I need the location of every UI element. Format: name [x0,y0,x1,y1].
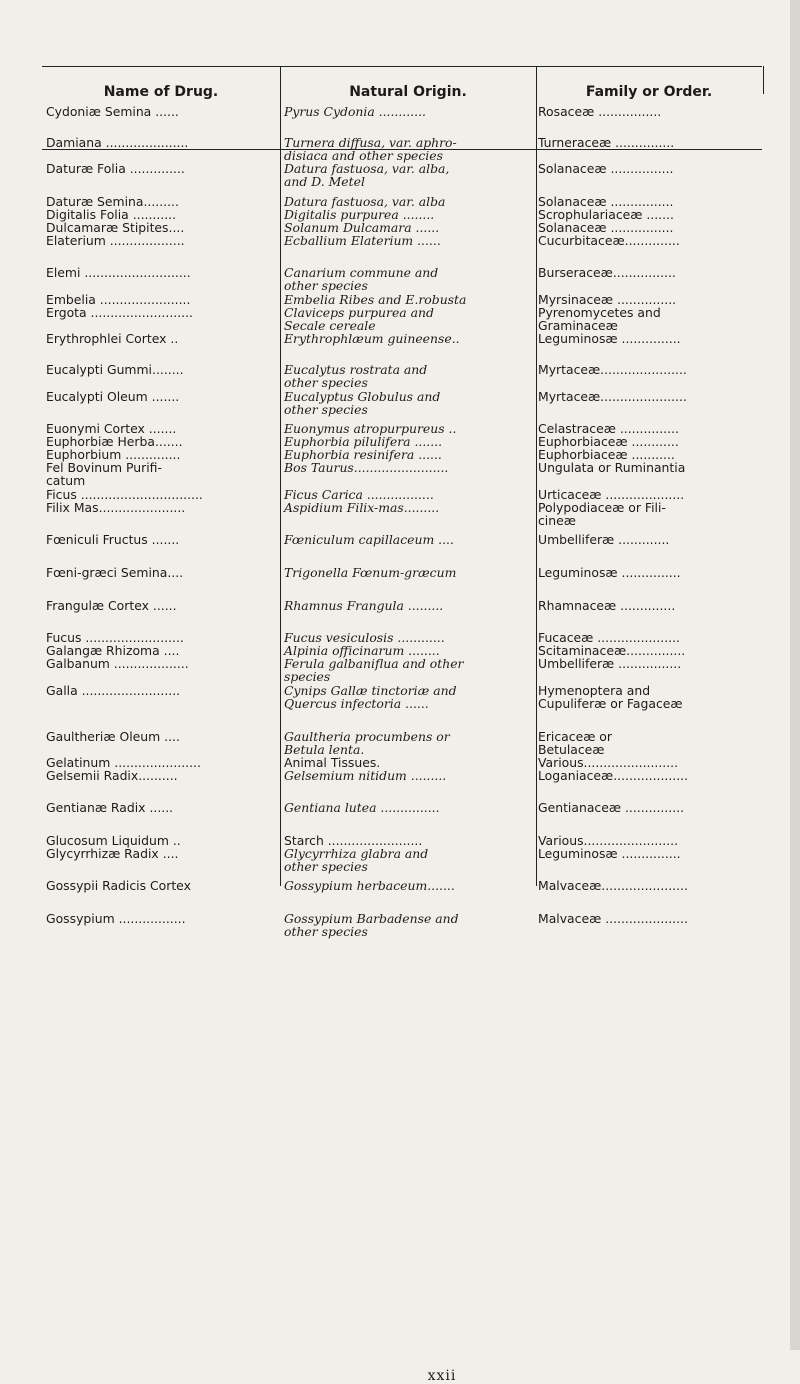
family-order-line: Polypodiaceæ or Fili- [538,500,666,515]
natural-origin [284,390,532,416]
natural-origin-line: Bos Taurus........................ [284,460,449,475]
family-order [538,461,758,474]
drug-name-line: Fœniculi Fructus ....... [46,532,180,547]
natural-origin-line: Embelia Ribes and E.robusta [284,292,467,307]
natural-origin-line: Eucalyptus Globulus and [284,389,441,404]
family-order-line: Various........................ [538,755,679,770]
column-divider-1 [280,66,281,886]
family-order [538,599,758,612]
page-edge [790,0,800,1350]
family-order-line: Euphorbiaceæ ............ [538,434,679,449]
family-order-line: Malvaceæ ..................... [538,911,688,926]
family-order-line: Myrtaceæ...................... [538,362,687,377]
drug-name [46,136,268,149]
family-order [538,657,758,670]
family-order-line: Leguminosæ ............... [538,331,681,346]
family-order-line: Solanaceæ ................ [538,161,674,176]
natural-origin-line: Gelsemium nitidum ......... [284,768,447,783]
family-order-line: Scrophulariaceæ ....... [538,207,674,222]
drug-name-line: Gelsemii Radix.......... [46,768,178,783]
family-order-line: Rhamnaceæ .............. [538,598,676,613]
natural-origin [284,657,532,683]
drug-name [46,879,268,892]
family-order-line: cineæ [538,513,576,528]
drug-name [46,599,268,612]
natural-origin-line: Ferula galbaniflua and other [284,656,464,671]
family-order [538,684,758,710]
drug-name-line: Gelatinum ...................... [46,755,201,770]
natural-origin-line: Rhamnus Frangula ......... [284,598,444,613]
drug-name-line: Gentianæ Radix ...... [46,800,174,815]
drug-name [46,390,268,403]
family-order-line: Cucurbitaceæ.............. [538,233,680,248]
natural-origin-line: other species [284,859,368,874]
drug-name-line: Gossypium ................. [46,911,186,926]
drug-name [46,730,268,743]
natural-origin [284,599,532,612]
natural-origin [284,879,532,892]
family-order-line: Solanaceæ ................ [538,194,674,209]
natural-origin [284,266,532,292]
natural-origin [284,684,532,710]
drug-name-line: Elaterium ................... [46,233,185,248]
family-order-line: Scitaminaceæ............... [538,643,686,658]
natural-origin-line: Cynips Gallæ tinctoriæ and [284,683,457,698]
natural-origin-line: Ecballium Elaterium ...... [284,233,441,248]
family-order [538,730,758,756]
family-order [538,162,758,175]
natural-origin-line: Datura fastuosa, var. alba, [284,161,450,176]
family-order [538,879,758,892]
drug-name-line: Galangæ Rhizoma .... [46,643,180,658]
header-origin: Natural Origin. [349,84,467,100]
drug-name-line: Ergota .......................... [46,305,193,320]
drug-name-line: Embelia ....................... [46,292,191,307]
natural-origin-line: Betula lenta. [284,742,365,757]
drug-name-line: Dulcamaræ Stipites.... [46,220,185,235]
natural-origin-line: Euonymus atropurpureus .. [284,421,457,436]
drug-name [46,266,268,279]
drug-name-line: Galbanum ................... [46,656,189,671]
drug-name-line: Damiana ..................... [46,135,189,150]
natural-origin-line: Fœniculum capillaceum .... [284,532,454,547]
drug-name [46,801,268,814]
drug-name [46,847,268,860]
drug-name [46,363,268,376]
natural-origin-line: disiaca and other species [284,148,443,163]
natural-origin-line: Gossypium Barbadense and [284,911,459,926]
family-order [538,306,758,332]
family-order [538,105,758,118]
natural-origin [284,162,532,188]
natural-origin [284,533,532,546]
natural-origin-line: Quercus infectoria ...... [284,696,429,711]
natural-origin-line: other species [284,278,368,293]
family-order [538,136,758,149]
table-top-rule [42,66,762,67]
family-order [538,234,758,247]
family-order [538,332,758,345]
family-order [538,847,758,860]
family-order-line: Solanaceæ ................ [538,220,674,235]
drug-table [42,66,762,1384]
drug-name-line: Frangulæ Cortex ...... [46,598,177,613]
family-order [538,912,758,925]
family-order-line: Leguminosæ ............... [538,565,681,580]
natural-origin-line: Claviceps purpurea and [284,305,434,320]
drug-name-line: Fel Bovinum Purifi- [46,460,162,475]
natural-origin-line: Animal Tissues. [284,755,381,770]
natural-origin-line: Trigonella Fœnum-græcum [284,565,457,580]
natural-origin-line: Erythrophlæum guineense.. [284,331,460,346]
natural-origin [284,306,532,332]
drug-name-line: Filix Mas...................... [46,500,186,515]
natural-origin-line: Gossypium herbaceum....... [284,878,455,893]
drug-name [46,769,268,782]
natural-origin [284,501,532,514]
drug-name-line: Euphorbium .............. [46,447,181,462]
family-order-line: Umbelliferæ ................ [538,656,682,671]
family-order-line: Myrtaceæ...................... [538,389,687,404]
natural-origin [284,105,532,118]
family-order-line: Betulaceæ [538,742,605,757]
family-order-line: Ungulata or Ruminantia [538,460,686,475]
family-order [538,769,758,782]
drug-name-line: Digitalis Folia ........... [46,207,177,222]
family-order-line: Cupuliferæ or Fagaceæ [538,696,683,711]
drug-name-line: Ficus ............................... [46,487,203,502]
header-name: Name of Drug. [103,84,219,100]
family-order-line: Pyrenomycetes and [538,305,661,320]
natural-origin-line: Turnera diffusa, var. aphro- [284,135,457,150]
natural-origin [284,912,532,938]
family-order [538,566,758,579]
family-order-line: Turneraceæ ............... [538,135,675,150]
natural-origin-line: Alpinia officinarum ........ [284,643,440,658]
natural-origin-line: Digitalis purpurea ........ [284,207,435,222]
family-order [538,801,758,814]
column-divider-2 [536,66,537,886]
family-order-line: Malvaceæ...................... [538,878,688,893]
natural-origin-line: and D. Metel [284,174,365,189]
natural-origin-line: other species [284,402,368,417]
family-order [538,533,758,546]
natural-origin-line: Datura fastuosa, var. alba [284,194,446,209]
drug-name [46,332,268,345]
drug-name-line: Euphorbiæ Herba....... [46,434,183,449]
natural-origin [284,847,532,873]
drug-name [46,461,268,487]
family-order-line: Fucaceæ ..................... [538,630,680,645]
natural-origin-line: other species [284,375,368,390]
drug-name-line: Cydoniæ Semina ...... [46,104,179,119]
family-order-line: Euphorbiaceæ ........... [538,447,675,462]
header-family: Family or Order. [585,84,713,100]
drug-name-line: Elemi ........................... [46,265,191,280]
family-order [538,501,758,527]
drug-name-line: Fœni-græci Semina.... [46,565,184,580]
natural-origin-line: Aspidium Filix-mas......... [284,500,440,515]
family-order-line: Urticaceæ .................... [538,487,685,502]
family-order-line: Loganiaceæ................... [538,768,689,783]
drug-name-line: Daturæ Folia .............. [46,161,185,176]
family-order-line: Celastraceæ ............... [538,421,679,436]
natural-origin-line: Gaultheria procumbens or [284,729,450,744]
drug-name-line: Eucalypti Gummi........ [46,362,184,377]
drug-name-line: catum [46,473,86,488]
family-order-line: Myrsinaceæ ............... [538,292,677,307]
natural-origin-line: Euphorbia pilulifera ....... [284,434,443,449]
drug-name [46,533,268,546]
drug-name [46,912,268,925]
family-order-line: Ericaceæ or [538,729,612,744]
natural-origin-line: Starch ........................ [284,833,423,848]
drug-name [46,306,268,319]
family-order [538,390,758,403]
natural-origin [284,461,532,474]
drug-name [46,501,268,514]
drug-name-line: Gossypii Radicis Cortex [46,878,191,893]
natural-origin [284,801,532,814]
natural-origin-line: Gentiana lutea ............... [284,800,440,815]
natural-origin [284,332,532,345]
page-number: xxii [427,1368,457,1384]
family-order-line: Various........................ [538,833,679,848]
drug-name [46,566,268,579]
family-order-line: Graminaceæ [538,318,618,333]
drug-name [46,657,268,670]
family-order [538,266,758,279]
drug-name [46,162,268,175]
natural-origin [284,234,532,247]
drug-name-line: Erythrophlei Cortex .. [46,331,179,346]
natural-origin-line: Pyrus Cydonia ............ [284,104,426,119]
drug-name-line: Eucalypti Oleum ....... [46,389,180,404]
natural-origin [284,363,532,389]
drug-name [46,234,268,247]
natural-origin-line: Eucalytus rostrata and [284,362,428,377]
drug-name-line: Euonymi Cortex ....... [46,421,177,436]
natural-origin-line: species [284,669,331,684]
family-order-line: Rosaceæ ................ [538,104,662,119]
natural-origin-line: Canarium commune and [284,265,439,280]
right-edge-tick [763,66,764,94]
natural-origin [284,730,532,756]
drug-name-line: Galla ......................... [46,683,181,698]
family-order [538,363,758,376]
drug-name-line: Glycyrrhizæ Radix .... [46,846,179,861]
family-order-line: Gentianaceæ ............... [538,800,685,815]
natural-origin-line: Fucus vesiculosis ............ [284,630,445,645]
family-order-line: Burseraceæ................ [538,265,676,280]
family-order-line: Leguminosæ ............... [538,846,681,861]
natural-origin [284,566,532,579]
natural-origin-line: other species [284,924,368,939]
natural-origin-line: Euphorbia resinifera ...... [284,447,442,462]
drug-name [46,105,268,118]
natural-origin-line: Solanum Dulcamara ...... [284,220,440,235]
family-order-line: Umbelliferæ ............. [538,532,670,547]
drug-name-line: Gaultheriæ Oleum .... [46,729,180,744]
drug-name-line: Glucosum Liquidum .. [46,833,181,848]
drug-name [46,684,268,697]
drug-name-line: Fucus ......................... [46,630,184,645]
natural-origin-line: Ficus Carica ................. [284,487,434,502]
natural-origin [284,769,532,782]
natural-origin-line: Secale cereale [284,318,376,333]
drug-name-line: Daturæ Semina......... [46,194,179,209]
family-order-line: Hymenoptera and [538,683,651,698]
natural-origin [284,136,532,162]
natural-origin-line: Glycyrrhiza glabra and [284,846,429,861]
